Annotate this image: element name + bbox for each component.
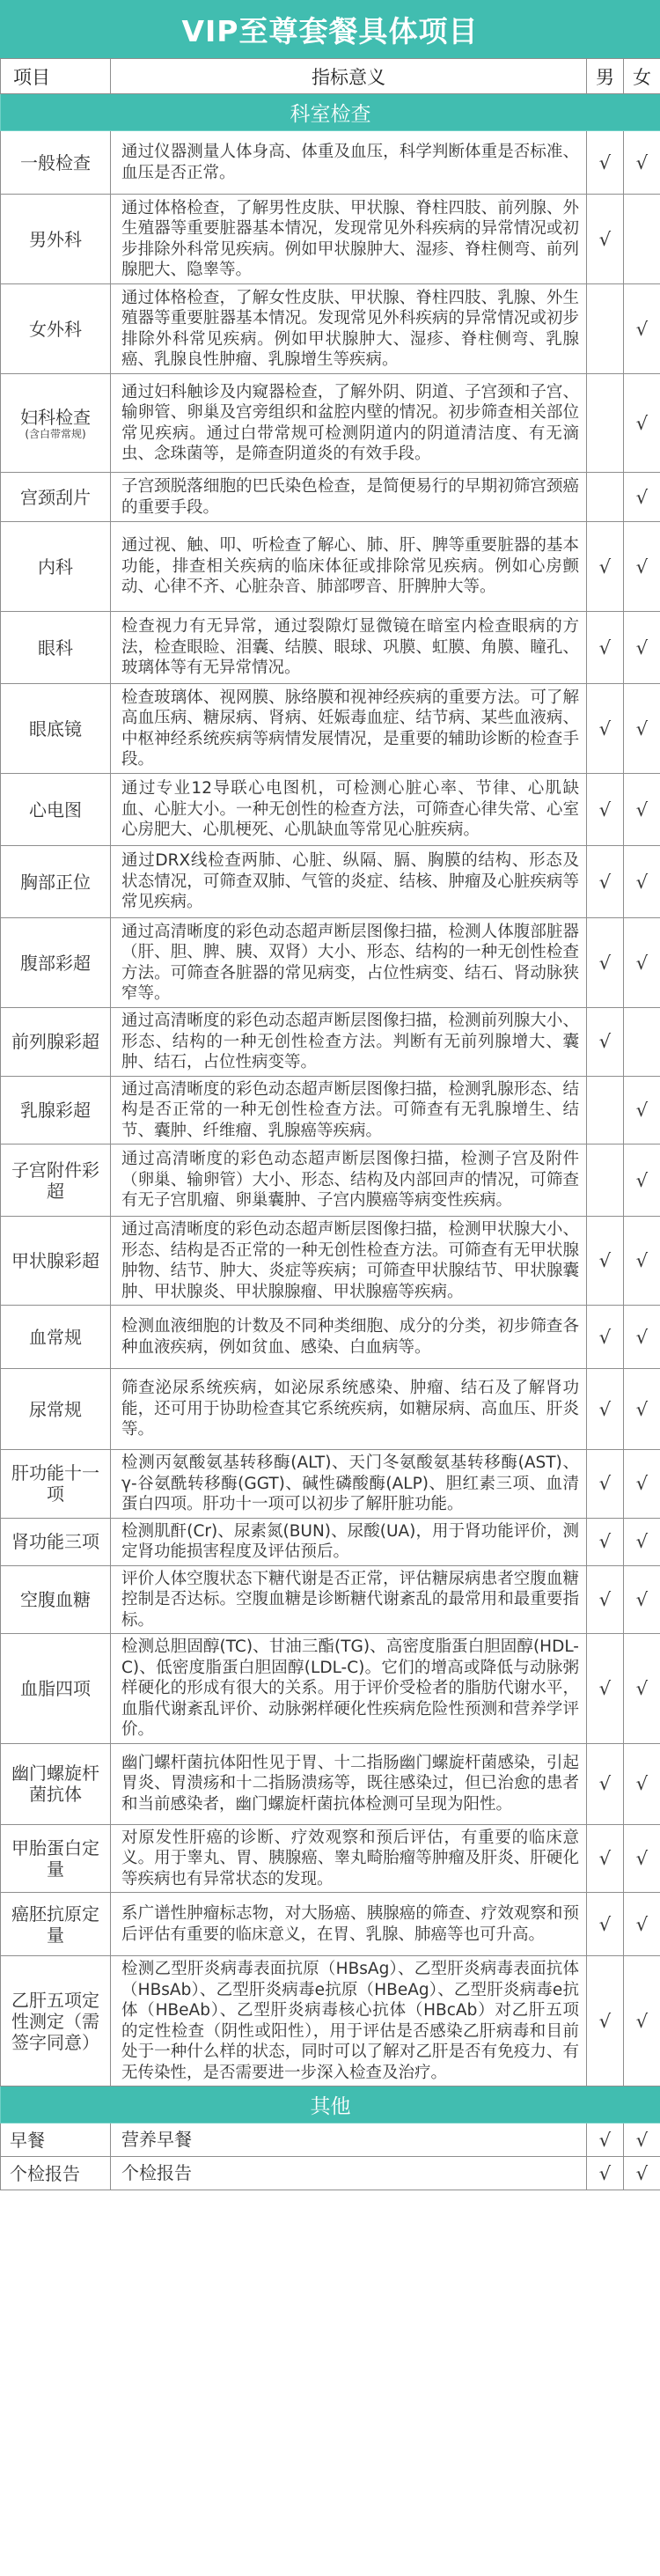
- row-item-name: [1, 284, 111, 374]
- table-row: [1, 1450, 660, 1519]
- row-item-description: 检测肌酐(Cr)、尿素氮(BUN)、尿酸(UA)，用于肾功能评价，测定肾功能损害程度及评估预后。: [111, 1518, 587, 1565]
- row-item-description: 检查视力有无异常，通过裂隙灯显微镜在暗室内检查眼病的方法，检查眼睑、泪囊、结膜、眼球、巩膜、虹膜、角膜、瞳孔、玻璃体等有无异常情况。: [111, 612, 587, 684]
- row-item-name: [1, 131, 111, 195]
- row-male-check: √: [587, 1008, 624, 1077]
- row-item-name: [1, 1306, 111, 1369]
- row-male-check: √: [587, 1518, 624, 1565]
- header-item: 项目: [1, 59, 111, 94]
- table-row: [1, 1565, 660, 1634]
- row-item-description: 评价人体空腹状态下糖代谢是否正常，评估糖尿病患者空腹血糖控制是否达标。空腹血糖是诊断糖代谢紊乱的最常用和最重要指标。: [111, 1565, 587, 1634]
- row-item-description: 通过高清晰度的彩色动态超声断层图像扫描，检测前列腺大小、形态、结构的一种无创性检查方法。判断有无前列腺增大、囊肿、结石，占位性病变等。: [111, 1008, 587, 1077]
- row-item-name-text: 胸部正位: [20, 871, 91, 893]
- row-item-description: 通过妇科触诊及内窥器检查，了解外阴、阴道、子宫颈和子宫、输卵管、卵巢及宫旁组织和盆腔内壁的情况。初步筛查相关部位常见疾病。通过白带常规可检测阴道内的阴道清洁度、有无滴虫、念珠菌等，是筛查阴道炎的有效手段。: [111, 374, 587, 473]
- table-header-row: [1, 59, 660, 94]
- row-female-check: √: [624, 284, 660, 374]
- row-female-check: [624, 195, 660, 284]
- table-row: [1, 774, 660, 846]
- row-male-check: √: [587, 1217, 624, 1306]
- row-female-check: √: [624, 1144, 660, 1217]
- table-row: [1, 522, 660, 612]
- row-item-description: 检测丙氨酸氨基转移酶(ALT)、天门冬氨酸氨基转移酶(AST)、γ-谷氨酰转移酶(GGT)、碱性磷酸酶(ALP)、胆红素三项、血清蛋白四项。肝功十一项可以初步了解肝脏功能。: [111, 1450, 587, 1519]
- row-item-name-text: 血常规: [29, 1326, 82, 1348]
- row-male-check: [587, 284, 624, 374]
- row-item-description: 通过体格检查，了解女性皮肤、甲状腺、脊柱四肢、乳腺、外生殖器等重要脏器基本情况。发现常见外科疾病的异常情况或初步排除外科常见疾病。例如甲状腺肿大、湿疹、脊柱侧弯、乳腺癌、乳腺良性肿瘤、乳腺增生等疾病。: [111, 284, 587, 374]
- row-item-name: [1, 1217, 111, 1306]
- row-female-check: [624, 1008, 660, 1077]
- row-item-subtitle: (含白带常规): [25, 427, 86, 440]
- row-male-check: √: [587, 131, 624, 195]
- table-row: [1, 1634, 660, 1744]
- row-item-name-text: 肾功能三项: [11, 1531, 99, 1552]
- row-female-check: √: [624, 1824, 660, 1893]
- row-item-description: 通过高清晰度的彩色动态超声断层图像扫描，检测人体腹部脏器（肝、胆、脾、胰、双肾）大小、形态、结构的一种无创性检查方法。可筛查各脏器的常见病变，占位性病变、结石、肾动脉狭窄等。: [111, 918, 587, 1008]
- table-row: [1, 1956, 660, 2087]
- row-male-check: √: [587, 522, 624, 612]
- row-item-name-text: 前列腺彩超: [11, 1031, 99, 1053]
- row-item-description: 通过体格检查，了解男性皮肤、甲状腺、脊柱四肢、前列腺、外生殖器等重要脏器基本情况，发现常见外科疾病的异常情况或初步排除外科常见疾病。例如甲状腺肿大、湿疹、脊柱侧弯、前列腺肥大、隐睾等。: [111, 195, 587, 284]
- row-item-name-text: 宫颈刮片: [20, 486, 91, 508]
- table-row: [1, 1824, 660, 1893]
- row-female-check: √: [624, 2157, 660, 2190]
- row-item-name: [1, 684, 111, 774]
- table-row: [1, 2123, 660, 2157]
- row-item-description: 个检报告: [111, 2157, 587, 2190]
- table-row: [1, 1369, 660, 1450]
- row-male-check: √: [587, 1956, 624, 2087]
- row-item-name: [1, 1144, 111, 1217]
- row-male-check: [587, 473, 624, 522]
- row-female-check: √: [624, 1217, 660, 1306]
- row-item-description: 检测血液细胞的计数及不同种类细胞、成分的分类，初步筛查各种血液疾病，例如贫血、感染、白血病等。: [111, 1306, 587, 1369]
- row-item-name-text: 心电图: [29, 799, 82, 821]
- row-male-check: √: [587, 1369, 624, 1450]
- row-item-name: [1, 1450, 111, 1519]
- table-row: [1, 1743, 660, 1824]
- section-clinic-label: 科室检查: [1, 94, 660, 131]
- table-row: [1, 1306, 660, 1369]
- row-item-name-text: 个检报告: [10, 2162, 80, 2184]
- row-item-description: 对原发性肝癌的诊断、疗效观察和预后评估，有重要的临床意义。用于睾丸、胃、胰腺癌、睾丸畸胎瘤等肿瘤及肝炎、肝硬化等疾病也有异常状态的发现。: [111, 1824, 587, 1893]
- row-female-check: √: [624, 473, 660, 522]
- row-female-check: √: [624, 612, 660, 684]
- table-row: [1, 195, 660, 284]
- table-row: [1, 374, 660, 473]
- row-item-name-text: 癌胚抗原定量: [11, 1903, 99, 1946]
- row-male-check: √: [587, 612, 624, 684]
- section-clinic: [1, 94, 660, 131]
- row-female-check: √: [624, 374, 660, 473]
- row-male-check: √: [587, 1306, 624, 1369]
- row-item-name-text: 空腹血糖: [20, 1588, 91, 1610]
- row-male-check: √: [587, 2157, 624, 2190]
- row-item-description: 通过高清晰度的彩色动态超声断层图像扫描，检测乳腺形态、结构是否正常的一种无创性检查方法。可筛查有无乳腺增生、结节、囊肿、纤维瘤、乳腺癌等疾病。: [111, 1076, 587, 1144]
- row-item-name-text: 内科: [38, 556, 73, 578]
- page-title: VIP至尊套餐具体项目: [0, 0, 660, 58]
- row-female-check: √: [624, 774, 660, 846]
- row-female-check: √: [624, 1518, 660, 1565]
- row-female-check: √: [624, 1306, 660, 1369]
- row-item-name-text: 肝功能十一项: [11, 1462, 99, 1505]
- row-item-name-text: 妇科检查: [20, 406, 91, 428]
- row-item-name: [1, 1634, 111, 1744]
- row-item-description: 通过DRX线检查两肺、心脏、纵隔、膈、胸膜的结构、形态及状态情况，可筛查双肺、气管的炎症、结核、肿瘤及心脏疾病等常见疾病。: [111, 846, 587, 918]
- row-female-check: √: [624, 918, 660, 1008]
- row-item-name: [1, 612, 111, 684]
- section-other: [1, 2087, 660, 2123]
- row-item-name: [1, 2157, 111, 2190]
- row-item-name: [1, 918, 111, 1008]
- row-female-check: √: [624, 2123, 660, 2157]
- row-item-name: [1, 1824, 111, 1893]
- row-male-check: √: [587, 1743, 624, 1824]
- row-item-name-text: 甲胎蛋白定量: [11, 1836, 99, 1880]
- row-item-name-text: 一般检查: [20, 151, 91, 173]
- row-female-check: √: [624, 1369, 660, 1450]
- row-male-check: √: [587, 1893, 624, 1956]
- row-item-description: 通过仪器测量人体身高、体重及血压，科学判断体重是否标准、血压是否正常。: [111, 131, 587, 195]
- row-male-check: √: [587, 918, 624, 1008]
- row-item-name: [1, 473, 111, 522]
- row-item-name: [1, 1743, 111, 1824]
- row-item-name-text: 乙肝五项定性测定（需签字同意）: [11, 1989, 99, 2053]
- table-row: [1, 684, 660, 774]
- row-item-name: [1, 374, 111, 473]
- row-item-name: [1, 195, 111, 284]
- row-item-name-text: 腹部彩超: [20, 952, 91, 974]
- row-female-check: √: [624, 1076, 660, 1144]
- table-row: [1, 1893, 660, 1956]
- row-item-description: 检查玻璃体、视网膜、脉络膜和视神经疾病的重要方法。可了解高血压病、糖尿病、肾病、妊娠毒血症、结节病、某些血液病、中枢神经系统疾病等病情发展情况，是重要的辅助诊断的检查手段。: [111, 684, 587, 774]
- row-item-name: [1, 1076, 111, 1144]
- row-item-description: 子宫颈脱落细胞的巴氏染色检查，是简便易行的早期初筛宫颈癌的重要手段。: [111, 473, 587, 522]
- row-item-name-text: 女外科: [29, 318, 82, 340]
- row-item-name: [1, 774, 111, 846]
- row-item-name: [1, 846, 111, 918]
- row-item-name: [1, 2123, 111, 2157]
- row-item-name: [1, 1956, 111, 2087]
- row-item-name-text: 早餐: [10, 2129, 45, 2151]
- table-row: [1, 1076, 660, 1144]
- row-male-check: √: [587, 195, 624, 284]
- row-item-description: 通过专业12导联心电图机，可检测心脏心率、节律、心肌缺血、心脏大小。一种无创性的检查方法，可筛查心律失常、心室心房肥大、心肌梗死、心肌缺血等常见心脏疾病。: [111, 774, 587, 846]
- row-female-check: √: [624, 1893, 660, 1956]
- table-row: [1, 2157, 660, 2190]
- row-male-check: √: [587, 774, 624, 846]
- row-male-check: √: [587, 1450, 624, 1519]
- row-male-check: √: [587, 1565, 624, 1634]
- row-item-name: [1, 1008, 111, 1077]
- row-item-description: 通过高清晰度的彩色动态超声断层图像扫描，检测子宫及附件（卵巢、输卵管）大小、形态、结构及内部回声的情况，可筛查有无子宫肌瘤、卵巢囊肿、子宫内膜癌等病变性疾病。: [111, 1144, 587, 1217]
- row-item-name: [1, 522, 111, 612]
- row-item-name-text: 男外科: [29, 228, 82, 250]
- section-other-label: 其他: [1, 2087, 660, 2123]
- row-item-description: 系广谱性肿瘤标志物，对大肠癌、胰腺癌的筛查、疗效观察和预后评估有重要的临床意义，在胃、乳腺、肺癌等也可升高。: [111, 1893, 587, 1956]
- row-item-name-text: 幽门螺旋杆菌抗体: [11, 1763, 99, 1805]
- bottom-padding: [0, 2190, 660, 2576]
- table-row: [1, 131, 660, 195]
- row-female-check: √: [624, 1634, 660, 1744]
- row-item-name: [1, 1369, 111, 1450]
- row-item-name-text: 血脂四项: [20, 1677, 91, 1699]
- row-item-description: 通过高清晰度的彩色动态超声断层图像扫描，检测甲状腺大小、形态、结构是否正常的一种无创性检查方法。可筛查有无甲状腺肿物、结节、肿大、炎症等疾病；可筛查甲状腺结节、甲状腺囊肿、甲状腺炎、甲状腺腺瘤、甲状腺癌等疾病。: [111, 1217, 587, 1306]
- row-male-check: √: [587, 846, 624, 918]
- row-female-check: √: [624, 1565, 660, 1634]
- table-row: [1, 612, 660, 684]
- row-item-name-text: 尿常规: [29, 1398, 82, 1420]
- row-male-check: √: [587, 2123, 624, 2157]
- row-item-name-text: 乳腺彩超: [20, 1099, 91, 1121]
- row-item-name-text: 眼底镜: [29, 718, 82, 740]
- table-body: [1, 94, 660, 2190]
- row-item-name-text: 甲状腺彩超: [11, 1250, 99, 1271]
- row-item-name: [1, 1565, 111, 1634]
- row-male-check: [587, 1076, 624, 1144]
- row-female-check: √: [624, 1450, 660, 1519]
- row-item-description: 检测乙型肝炎病毒表面抗原（HBsAg）、乙型肝炎病毒表面抗体（HBsAb）、乙型肝炎病毒e抗原（HBeAg）、乙型肝炎病毒e抗体（HBeAb）、乙型肝炎病毒核心抗体（HBcAb）对乙肝五项的定性检查（阴性或阳性），用于评估是否感染乙肝病毒和目前处于一种什么样的状态，同时可以了解对乙肝是否有免疫力、有无传染性，是否需要进一步深入检查及治疗。: [111, 1956, 587, 2087]
- header-male: 男: [587, 59, 624, 94]
- row-item-name: [1, 1893, 111, 1956]
- row-female-check: √: [624, 522, 660, 612]
- table-row: [1, 1144, 660, 1217]
- row-male-check: √: [587, 1824, 624, 1893]
- table-row: [1, 473, 660, 522]
- row-female-check: √: [624, 1743, 660, 1824]
- table-row: [1, 1217, 660, 1306]
- row-female-check: √: [624, 684, 660, 774]
- row-female-check: √: [624, 131, 660, 195]
- row-female-check: √: [624, 1956, 660, 2087]
- header-meaning: 指标意义: [111, 59, 587, 94]
- row-male-check: [587, 374, 624, 473]
- row-male-check: √: [587, 1634, 624, 1744]
- table-row: [1, 918, 660, 1008]
- row-item-description: 筛查泌尿系统疾病，如泌尿系统感染、肿瘤、结石及了解肾功能，还可用于协助检查其它系统疾病，如糖尿病、高血压、肝炎等。: [111, 1369, 587, 1450]
- row-item-name-text: 眼科: [38, 637, 73, 659]
- row-item-description: 检测总胆固醇(TC)、甘油三酯(TG)、高密度脂蛋白胆固醇(HDL-C)、低密度脂蛋白胆固醇(LDL-C)。它们的增高或降低与动脉粥样硬化的形成有很大的关系。用于评价受检者的脂肪代谢水平，血脂代谢紊乱评价、动脉粥样硬化性疾病危险性预测和营养学评价。: [111, 1634, 587, 1744]
- header-female: 女: [624, 59, 660, 94]
- row-male-check: √: [587, 684, 624, 774]
- table-row: [1, 284, 660, 374]
- package-table: [0, 58, 660, 2190]
- table-row: [1, 846, 660, 918]
- row-item-name-text: 子宫附件彩超: [11, 1159, 99, 1202]
- row-item-description: 营养早餐: [111, 2123, 587, 2157]
- row-item-description: 幽门螺杆菌抗体阳性见于胃、十二指肠幽门螺旋杆菌感染，引起胃炎、胃溃疡和十二指肠溃疡等，既往感染过，但已治愈的患者和当前感染者，幽门螺旋杆菌抗体检测可呈现为阳性。: [111, 1743, 587, 1824]
- row-item-description: 通过视、触、叩、听检查了解心、肺、肝、脾等重要脏器的基本功能，排查相关疾病的临床体征或排除常见疾病。例如心房颤动、心律不齐、心脏杂音、肺部啰音、肝脾肿大等。: [111, 522, 587, 612]
- row-female-check: √: [624, 846, 660, 918]
- table-row: [1, 1518, 660, 1565]
- table-row: [1, 1008, 660, 1077]
- row-item-name: [1, 1518, 111, 1565]
- row-male-check: [587, 1144, 624, 1217]
